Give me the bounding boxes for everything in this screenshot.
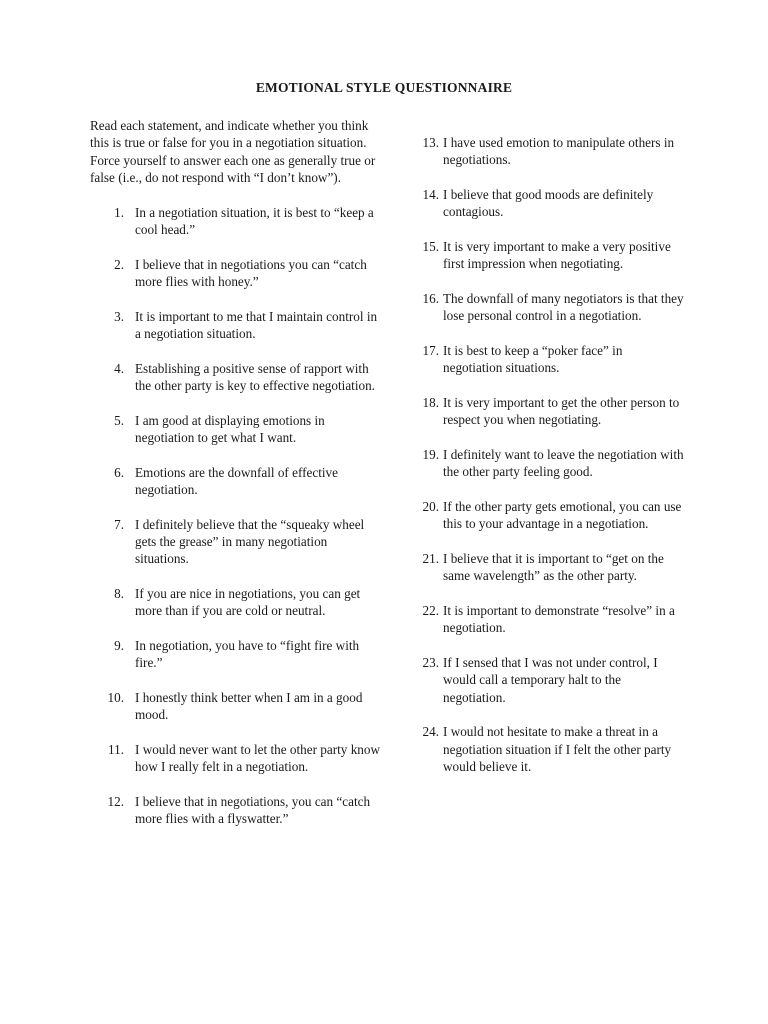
question-number: 20. [422, 499, 439, 514]
question-item [415, 290, 685, 325]
question-item [415, 446, 685, 481]
question-item [415, 602, 685, 637]
question-item [415, 342, 685, 377]
question-text: It is very important to get the other person to respect you when negotiating. [443, 395, 680, 428]
question-text: I am good at displaying emotions in negotiation to get what I want. [135, 412, 325, 446]
question-item [90, 689, 380, 724]
question-number: 17. [422, 343, 439, 358]
question-number: 15. [422, 239, 439, 254]
question-number: 8. [114, 586, 124, 602]
question-item [90, 516, 380, 568]
question-item [415, 550, 685, 585]
question-item [90, 793, 380, 828]
question-text: In a negotiation situation, it is best to “keep a cool head.” [135, 204, 374, 238]
question-text: I would never want to let the other party know how I really felt in a negotiation. [135, 742, 380, 775]
question-text: I believe that in negotiations, you can “catch more flies with a flyswatter.” [135, 794, 371, 827]
question-text: Establishing a positive sense of rapport with the other party is key to effective negotiation. [135, 360, 375, 394]
question-item [90, 412, 380, 447]
question-text: The downfall of many negotiators is that they lose personal control in a negotiation. [443, 291, 684, 324]
question-text: I would not hesitate to make a threat in a negotiation situation if I felt the other party would believe it. [443, 724, 672, 775]
question-number: 3. [114, 308, 124, 324]
question-item [90, 308, 380, 343]
question-number: 6. [114, 464, 124, 480]
question-item [415, 723, 685, 775]
question-number: 4. [114, 360, 124, 376]
question-item [90, 585, 380, 620]
left-question-list [90, 204, 380, 828]
question-number: 24. [422, 724, 439, 740]
question-number: 13. [422, 135, 439, 150]
right-column [415, 134, 685, 793]
question-number: 1. [114, 204, 124, 220]
question-text: If I sensed that I was not under control, I would call a temporary halt to the negotiation. [443, 655, 658, 705]
question-number: 7. [114, 516, 124, 532]
question-text: I honestly think better when I am in a good mood. [135, 690, 363, 723]
question-text: I have used emotion to manipulate others in negotiations. [443, 135, 675, 168]
question-item [415, 394, 685, 429]
question-item [90, 464, 380, 499]
question-text: If you are nice in negotiations, you can get more than if you are cold or neutral. [135, 586, 361, 619]
question-item [415, 186, 685, 221]
left-column [90, 117, 380, 845]
question-item [415, 134, 685, 169]
question-number: 23. [422, 655, 439, 670]
question-number: 18. [422, 395, 439, 410]
question-text: Emotions are the downfall of effective negotiation. [135, 464, 338, 498]
question-text: I believe that in negotiations you can “catch more flies with honey.” [135, 256, 367, 290]
right-question-list [415, 134, 685, 776]
question-number: 22. [422, 603, 439, 618]
question-text: If the other party gets emotional, you can use this to your advantage in a negotiation. [443, 499, 682, 532]
question-item [415, 654, 685, 706]
intro-paragraph: Read each statement, and indicate whether you think this is true or false for you in a negotiation situation. Force yourself to answer each one as generally true or false (i.e., do not respond with “I don’t know”). [90, 118, 376, 186]
question-item [415, 498, 685, 533]
question-number: 14. [422, 187, 439, 202]
question-item [90, 204, 380, 239]
question-text: It is important to demonstrate “resolve” in a negotiation. [443, 603, 675, 636]
question-number: 19. [422, 447, 439, 462]
question-number: 16. [422, 291, 439, 306]
question-text: In negotiation, you have to “fight fire with fire.” [135, 638, 360, 671]
question-item [90, 256, 380, 291]
question-item [90, 637, 380, 672]
question-number: 21. [422, 551, 439, 566]
page-title: EMOTIONAL STYLE QUESTIONNAIRE [255, 80, 513, 95]
question-text: It is best to keep a “poker face” in negotiation situations. [443, 343, 623, 376]
question-text: I believe that it is important to “get on the same wavelength” as the other party. [443, 551, 664, 584]
question-number: 9. [114, 638, 124, 654]
question-text: It is very important to make a very positive first impression when negotiating. [443, 239, 671, 272]
question-item [90, 360, 380, 395]
question-item [90, 741, 380, 776]
question-number: 10. [107, 690, 124, 706]
question-number: 2. [114, 256, 124, 272]
question-item [415, 238, 685, 273]
question-text: I believe that good moods are definitely contagious. [443, 187, 654, 220]
question-number: 12. [107, 794, 124, 810]
question-text: It is important to me that I maintain control in a negotiation situation. [135, 308, 378, 342]
question-text: I definitely want to leave the negotiation with the other party feeling good. [443, 447, 684, 480]
question-text: I definitely believe that the “squeaky wheel gets the grease” in many negotiation situations. [135, 516, 365, 567]
question-number: 5. [114, 412, 124, 428]
question-number: 11. [108, 742, 124, 758]
